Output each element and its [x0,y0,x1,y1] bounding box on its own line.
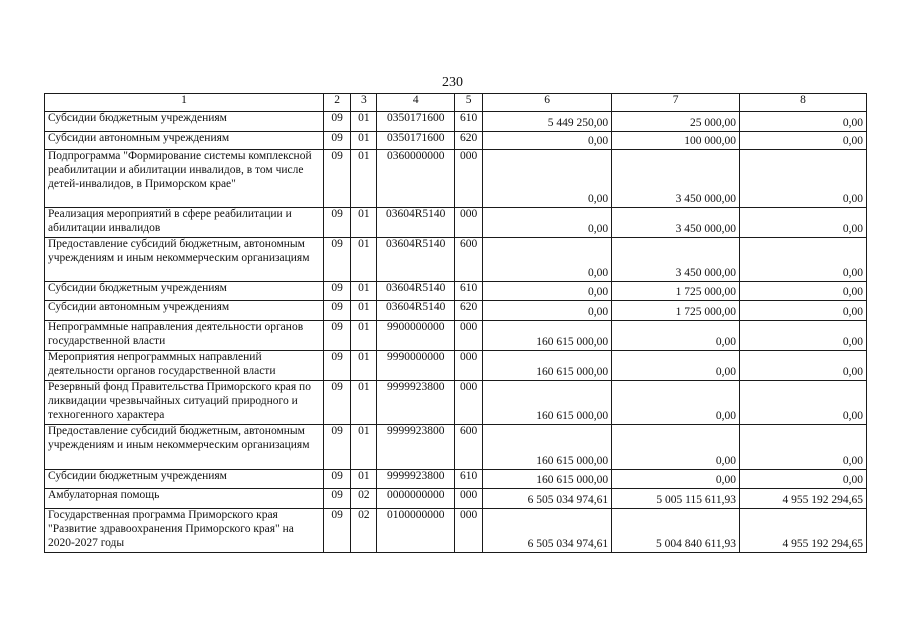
subsection-cell: 01 [351,112,377,132]
amount-col6-cell: 160 615 000,00 [483,321,612,351]
table-row [45,132,867,150]
subsection-cell: 01 [351,150,377,208]
section-cell: 09 [324,150,351,208]
subsection-cell: 02 [351,509,377,553]
header-cell: 7 [612,94,740,112]
row-name-cell: Амбулаторная помощь [45,489,324,509]
header-cell: 2 [324,94,351,112]
amount-col6-cell: 0,00 [483,282,612,301]
amount-col6-cell: 160 615 000,00 [483,425,612,470]
section-cell: 09 [324,282,351,301]
section-cell: 09 [324,470,351,489]
subsection-cell: 01 [351,321,377,351]
target-article-cell: 9999923800 [377,425,455,470]
amount-col7-cell: 25 000,00 [612,112,740,132]
row-name-cell: Государственная программа Приморского края "Развитие здравоохранения Приморского края" на 2020-2027 годы [45,509,324,553]
expense-type-cell: 610 [454,470,482,489]
section-cell: 09 [324,489,351,509]
amount-col6-cell: 0,00 [483,238,612,282]
table-row [45,351,867,381]
subsection-cell: 01 [351,470,377,489]
header-cell: 1 [45,94,324,112]
page-number: 230 [442,75,463,90]
expense-type-cell: 600 [454,425,482,470]
section-cell: 09 [324,132,351,150]
expense-type-cell: 000 [454,150,482,208]
subsection-cell: 01 [351,425,377,470]
subsection-cell: 01 [351,301,377,321]
row-name-cell: Предоставление субсидий бюджетным, автономным учреждениям и иным некоммерческим организациям [45,425,324,470]
table-row [45,112,867,132]
target-article-cell: 0350171600 [377,132,455,150]
target-article-cell: 03604R5140 [377,238,455,282]
expense-type-cell: 610 [454,282,482,301]
subsection-cell: 01 [351,351,377,381]
subsection-cell: 02 [351,489,377,509]
amount-col7-cell: 3 450 000,00 [612,208,740,238]
amount-col6-cell: 160 615 000,00 [483,470,612,489]
section-cell: 09 [324,321,351,351]
section-cell: 09 [324,112,351,132]
section-cell: 09 [324,351,351,381]
amount-col8-cell: 0,00 [740,321,867,351]
section-cell: 09 [324,381,351,425]
target-article-cell: 03604R5140 [377,301,455,321]
header-cell: 8 [740,94,867,112]
row-name-cell: Субсидии бюджетным учреждениям [45,112,324,132]
amount-col7-cell: 3 450 000,00 [612,150,740,208]
amount-col8-cell: 4 955 192 294,65 [740,489,867,509]
amount-col6-cell: 6 505 034 974,61 [483,509,612,553]
amount-col7-cell: 1 725 000,00 [612,301,740,321]
header-row [45,94,867,112]
amount-col7-cell: 1 725 000,00 [612,282,740,301]
target-article-cell: 0100000000 [377,509,455,553]
expense-type-cell: 620 [454,132,482,150]
table-row [45,470,867,489]
amount-col7-cell: 5 004 840 611,93 [612,509,740,553]
amount-col7-cell: 0,00 [612,351,740,381]
amount-col8-cell: 0,00 [740,425,867,470]
amount-col7-cell: 0,00 [612,470,740,489]
amount-col8-cell: 4 955 192 294,65 [740,509,867,553]
amount-col6-cell: 160 615 000,00 [483,351,612,381]
expense-type-cell: 000 [454,489,482,509]
target-article-cell: 0350171600 [377,112,455,132]
header-cell: 4 [377,94,455,112]
amount-col8-cell: 0,00 [740,150,867,208]
expense-type-cell: 620 [454,301,482,321]
amount-col6-cell: 5 449 250,00 [483,112,612,132]
amount-col8-cell: 0,00 [740,282,867,301]
section-cell: 09 [324,208,351,238]
amount-col8-cell: 0,00 [740,132,867,150]
amount-col8-cell: 0,00 [740,238,867,282]
amount-col8-cell: 0,00 [740,470,867,489]
section-cell: 09 [324,238,351,282]
amount-col6-cell: 0,00 [483,132,612,150]
amount-col6-cell: 0,00 [483,301,612,321]
amount-col8-cell: 0,00 [740,112,867,132]
table-row [45,150,867,208]
table-row [45,238,867,282]
table-row [45,208,867,238]
amount-col7-cell: 0,00 [612,425,740,470]
row-name-cell: Непрограммные направления деятельности органов государственной власти [45,321,324,351]
expense-type-cell: 000 [454,208,482,238]
header-cell: 5 [454,94,482,112]
row-name-cell: Реализация мероприятий в сфере реабилитации и абилитации инвалидов [45,208,324,238]
expense-type-cell: 000 [454,381,482,425]
subsection-cell: 01 [351,132,377,150]
amount-col7-cell: 100 000,00 [612,132,740,150]
budget-table [44,93,867,553]
target-article-cell: 9900000000 [377,321,455,351]
target-article-cell: 9990000000 [377,351,455,381]
table-row [45,425,867,470]
amount-col7-cell: 0,00 [612,381,740,425]
expense-type-cell: 000 [454,509,482,553]
amount-col8-cell: 0,00 [740,301,867,321]
target-article-cell: 0000000000 [377,489,455,509]
amount-col6-cell: 0,00 [483,150,612,208]
target-article-cell: 0360000000 [377,150,455,208]
table-row [45,509,867,553]
expense-type-cell: 600 [454,238,482,282]
table-row [45,489,867,509]
target-article-cell: 03604R5140 [377,282,455,301]
amount-col6-cell: 6 505 034 974,61 [483,489,612,509]
amount-col8-cell: 0,00 [740,208,867,238]
section-cell: 09 [324,425,351,470]
amount-col7-cell: 0,00 [612,321,740,351]
subsection-cell: 01 [351,381,377,425]
table-row [45,381,867,425]
row-name-cell: Мероприятия непрограммных направлений деятельности органов государственной власти [45,351,324,381]
subsection-cell: 01 [351,238,377,282]
expense-type-cell: 000 [454,321,482,351]
row-name-cell: Предоставление субсидий бюджетным, автономным учреждениям и иным некоммерческим организациям [45,238,324,282]
subsection-cell: 01 [351,208,377,238]
target-article-cell: 9999923800 [377,470,455,489]
amount-col8-cell: 0,00 [740,351,867,381]
header-cell: 3 [351,94,377,112]
table-row [45,301,867,321]
amount-col7-cell: 3 450 000,00 [612,238,740,282]
amount-col6-cell: 0,00 [483,208,612,238]
amount-col6-cell: 160 615 000,00 [483,381,612,425]
row-name-cell: Субсидии бюджетным учреждениям [45,470,324,489]
table-row [45,282,867,301]
row-name-cell: Субсидии автономным учреждениям [45,301,324,321]
target-article-cell: 03604R5140 [377,208,455,238]
expense-type-cell: 000 [454,351,482,381]
amount-col7-cell: 5 005 115 611,93 [612,489,740,509]
table-row [45,321,867,351]
row-name-cell: Резервный фонд Правительства Приморского края по ликвидации чрезвычайных ситуаций природного и техногенного характера [45,381,324,425]
subsection-cell: 01 [351,282,377,301]
row-name-cell: Подпрограмма "Формирование системы комплексной реабилитации и абилитации инвалидов, в том числе детей-инвалидов, в Приморском крае" [45,150,324,208]
row-name-cell: Субсидии автономным учреждениям [45,132,324,150]
section-cell: 09 [324,301,351,321]
table-body [45,94,867,553]
expense-type-cell: 610 [454,112,482,132]
target-article-cell: 9999923800 [377,381,455,425]
header-cell: 6 [483,94,612,112]
section-cell: 09 [324,509,351,553]
row-name-cell: Субсидии бюджетным учреждениям [45,282,324,301]
amount-col8-cell: 0,00 [740,381,867,425]
